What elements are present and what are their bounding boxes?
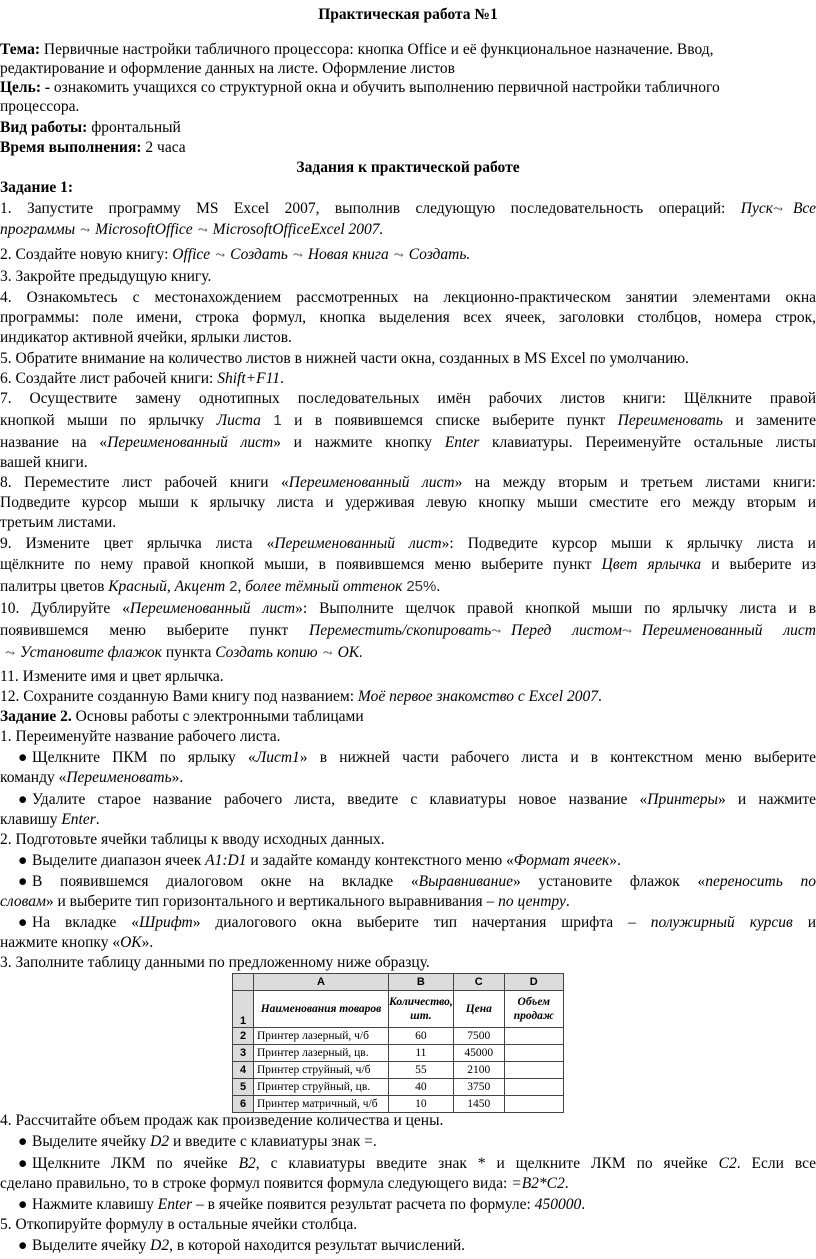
work-type-value: фронтальный (91, 119, 181, 136)
task1-item-9-line-3: палитры цветов Красный, Акцент 2, более тёмный оттенок 25%. (0, 578, 441, 595)
qty-cell: 40 (389, 1079, 454, 1096)
topic-line (0, 40, 816, 60)
task2-step-2-bullet-2: ● В появившемся диалоговом окне на вкладке «Выравнивание» установите флажок «переносить по (18, 873, 816, 890)
task1-item-7: 7. Осуществите замену однотипных последовательных имён рабочих листов книги: Щёлкните правой (0, 390, 816, 407)
task1-item-7-line-2: кнопкой мыши по ярлычку Листа 1 и в появившемся списке выберите пункт Переименовать и замените (0, 412, 816, 429)
topic-label: Тема: (0, 41, 40, 58)
row-number: 6 (233, 1096, 254, 1113)
task1-item-6: 6. Создайте лист рабочей книги: Shift+F11. (0, 370, 284, 387)
name-cell: Принтер лазерный, цв. (254, 1045, 389, 1062)
arrow-right-icon: ⤳ (215, 248, 226, 262)
task2-step-4-bullet-2: ● Щелкните ЛКМ по ячейке B2, с клавиатуры введите знак * и щелкните ЛКМ по ячейке C2. Если все (18, 1155, 816, 1172)
row-number: 5 (233, 1079, 254, 1096)
header-cell: Цена (453, 991, 504, 1028)
column-header: B (389, 974, 454, 991)
task1-item-2: 2. Создайте новую книгу: Office ⤳ Создать ⤳ Новая книга ⤳ Создать. (0, 246, 471, 263)
task1-item-7-line-3: название на «Переименованный лист» и нажмите кнопку Enter клавиатуры. Переименуйте остальные листы (0, 434, 816, 451)
task1-item-12: 12. Сохраните созданную Вами книгу под названием: Моё первое знакомство с Excel 2007. (0, 688, 602, 705)
task2-step-1-bullet-1-cont: команду «Переименовать». (0, 769, 184, 786)
task1-item-4-line-3: индикатор активной ячейки, ярлыки листов. (0, 329, 292, 346)
arrow-right-icon: ⤳ (4, 646, 16, 660)
column-header-row (233, 974, 564, 991)
task1-item-5: 5. Обратите внимание на количество листов в нижней части окна, созданных в MS Excel по умолчанию. (0, 350, 689, 367)
name-cell: Принтер струйный, цв. (254, 1079, 389, 1096)
qty-cell: 11 (389, 1045, 454, 1062)
header-cell: Объем продаж (504, 991, 563, 1028)
column-header: A (254, 974, 389, 991)
task2-step-1-bullet-1: ● Щелкните ПКМ по ярлыку «Лист1» в нижней части рабочего листа и в контекстном меню выберите (18, 749, 816, 766)
goal-line (0, 78, 816, 98)
task1-item-10-line-3: ⤳ Установите флажок пункта Создать копию ⤳ ОК. (0, 643, 816, 663)
task2-step-1-bullet-2: ● Удалите старое название рабочего листа, введите с клавиатуры новое название «Принтеры» и нажмите (18, 791, 816, 808)
price-cell: 1450 (453, 1096, 504, 1113)
table-row (233, 1062, 564, 1079)
name-cell: Принтер лазерный, ч/б (254, 1028, 389, 1045)
time-line (0, 138, 816, 158)
task1-item-1: 1. Запустите программу MS Excel 2007, выполнив следующую последовательность операций: Пуск⤳ Все (0, 200, 816, 217)
row-number: 2 (233, 1028, 254, 1045)
sample-spreadsheet (232, 973, 564, 1113)
name-cell: Принтер матричный, ч/б (254, 1096, 389, 1113)
row-number: 4 (233, 1062, 254, 1079)
page-title: Практическая работа №1 (318, 6, 498, 23)
task1-item-8-line-2: Подведите курсор мыши к ярлычку листа и удерживая левую кнопку мыши сместите его между вторым и (0, 494, 816, 511)
name-cell: Принтер струйный, ч/б (254, 1062, 389, 1079)
time-label: Время выполнения: (0, 139, 142, 156)
arrow-right-icon: ⤳ (80, 223, 91, 237)
task1-item-9-line-2: щёлкните по нему правой кнопкой мыши, в появившемся меню выберите пункт Цвет ярлычка и выберите из (0, 556, 816, 573)
topic-text: Первичные настройки табличного процессора: кнопка Office и её функциональное назначение. Ввод, (43, 41, 714, 58)
header-cell: Количество, шт. (389, 991, 454, 1028)
header-cell: Наименования товаров (254, 991, 389, 1028)
qty-cell: 55 (389, 1062, 454, 1079)
price-cell: 45000 (453, 1045, 504, 1062)
qty-cell: 60 (389, 1028, 454, 1045)
column-header: D (504, 974, 563, 991)
arrow-right-icon: ⤳ (772, 202, 784, 216)
task1-item-4-line-2: программы: поле имени, строка формул, кнопка выделения всех ячеек, заголовки столбцов, номера строк, (0, 309, 816, 326)
task2-step-4-bullet-2-cont: сделано правильно, то в строке формул появится формула следующего вида: =B2*C2. (0, 1175, 569, 1192)
task1-item-9: 9. Измените цвет ярлычка листа «Переименованный лист»: Подведите курсор мыши к ярлычку листа и (0, 535, 816, 552)
task1-heading: Задание 1: (0, 179, 74, 196)
sales-cell (504, 1062, 563, 1079)
task2-step-1: 1. Переименуйте название рабочего листа. (0, 728, 281, 745)
corner-cell (233, 974, 254, 991)
arrow-right-icon: ⤳ (491, 624, 502, 638)
price-cell: 7500 (453, 1028, 504, 1045)
sales-cell (504, 1028, 563, 1045)
task1-item-8: 8. Переместите лист рабочей книги «Переименованный лист» на между вторым и третьем листами книги: (0, 474, 816, 491)
task1-item-3: 3. Закройте предыдущую книгу. (0, 268, 212, 285)
time-value: 2 часа (145, 139, 186, 156)
task2-step-4-bullet-3: ● Нажмите клавишу Enter – в ячейке появится результат расчета по формуле: 450000. (18, 1196, 586, 1213)
task2-step-2-bullet-2-cont: словам» и выберите тип горизонтального и вертикального выравнивания – по центру. (0, 893, 570, 910)
qty-cell: 10 (389, 1096, 454, 1113)
topic-line-2: редактирование и оформление данных на листе. Оформление листов (0, 60, 455, 77)
task2-step-2-bullet-3: ● На вкладке «Шрифт» диалогового окна выберите тип начертания шрифта – полужирный курсив и (18, 914, 816, 931)
task1-item-8-line-3: третьим листами. (0, 514, 117, 531)
goal-text: ознакомить учащихся со структурной окна и обучить выполнению первичной настройки табличного (53, 79, 720, 96)
table-header-row (233, 991, 564, 1028)
column-header: C (453, 974, 504, 991)
work-type-line (0, 118, 816, 138)
task1-item-11: 11. Измените имя и цвет ярлычка. (0, 668, 224, 685)
task2-step-4-bullet-1: ● Выделите ячейку D2 и введите с клавиатуры знак =. (18, 1133, 377, 1150)
sales-cell (504, 1045, 563, 1062)
sales-cell (504, 1096, 563, 1113)
arrow-right-icon: ⤳ (292, 248, 303, 262)
row-number: 3 (233, 1045, 254, 1062)
tasks-heading: Задания к практической работе (296, 159, 520, 176)
task2-step-2-bullet-1: ● Выделите диапазон ячеек A1:D1 и задайте команду контекстного меню «Формат ячеек». (18, 852, 621, 869)
task2-heading: Задание 2. Основы работы с электронными таблицами (0, 708, 364, 725)
task2-step-2: 2. Подготовьте ячейки таблицы к вводу исходных данных. (0, 831, 385, 848)
arrow-right-icon: ⤳ (393, 248, 404, 262)
price-cell: 2100 (453, 1062, 504, 1079)
row-number: 1 (233, 991, 254, 1028)
arrow-right-icon: ⤳ (322, 646, 333, 660)
task2-step-1-bullet-2-cont: клавишу Enter. (0, 811, 100, 828)
table-row (233, 1028, 564, 1045)
task1-item-1-cont: программы ⤳ MicrosoftOffice ⤳ MicrosoftOfficeExcel 2007. (0, 221, 384, 238)
task2-step-5: 5. Откопируйте формулу в остальные ячейки столбца. (0, 1216, 358, 1233)
table-row (233, 1045, 564, 1062)
arrow-right-icon: ⤳ (621, 624, 632, 638)
table-row (233, 1096, 564, 1113)
task2-step-4: 4. Рассчитайте объем продаж как произведение количества и цены. (0, 1112, 444, 1129)
arrow-right-icon: ⤳ (197, 223, 208, 237)
task1-item-10-line-2: появившемся меню выберите пункт Переместить/скопировать⤳ Перед листом⤳ Переименованный лист (0, 622, 816, 639)
work-type-label: Вид работы: (0, 119, 88, 136)
task1-item-7-line-4: вашей книги. (0, 454, 88, 471)
price-cell: 3750 (453, 1079, 504, 1096)
sales-cell (504, 1079, 563, 1096)
table-row (233, 1079, 564, 1096)
goal-line-2: процессора. (0, 98, 80, 115)
task1-item-10: 10. Дублируйте «Переименованный лист»: Выполните щелчок правой кнопкой мыши по ярлычку листа и в (0, 600, 816, 617)
task2-step-5-bullet-1: ● Выделите ячейку D2, в которой находится результат вычислений. (18, 1237, 466, 1254)
goal-label: Цель: - (0, 79, 51, 96)
task2-step-3: 3. Заполните таблицу данными по предложенному ниже образцу. (0, 954, 430, 971)
task1-item-4: 4. Ознакомьтесь с местонахождением рассмотренных на лекционно-практическом занятии элементами окна (0, 289, 816, 306)
task2-step-2-bullet-3-cont: нажмите кнопку «ОК». (0, 934, 154, 951)
